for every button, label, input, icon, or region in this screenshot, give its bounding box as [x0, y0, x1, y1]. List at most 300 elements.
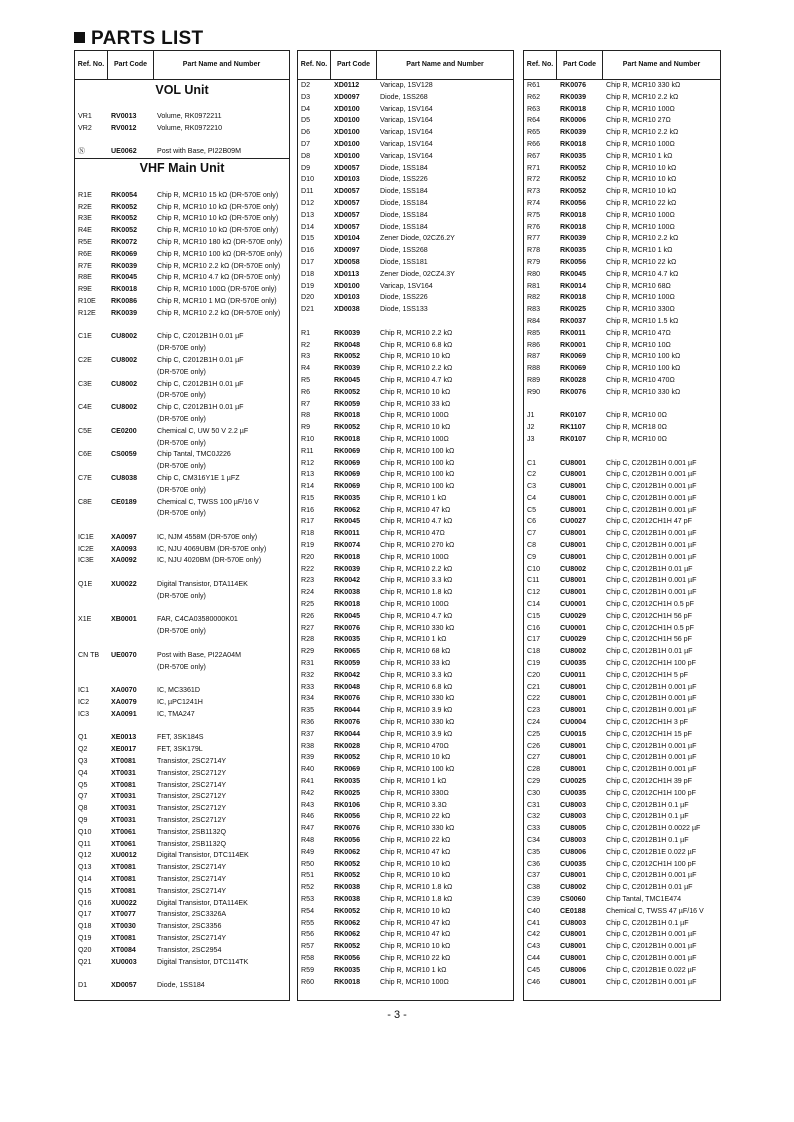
table-row [75, 768, 289, 780]
ref-number: C1E [78, 332, 92, 341]
part-name: (DR-570E only) [157, 662, 206, 671]
table-row [75, 390, 289, 402]
part-name: Chip C, C2012CH1H 3 pF [606, 718, 689, 727]
part-code: RK0018 [334, 600, 361, 609]
table-row [298, 587, 513, 599]
table-row [524, 139, 720, 151]
table-row [298, 304, 513, 316]
table-row [298, 658, 513, 670]
table-row [524, 340, 720, 352]
ref-number: Q7 [78, 792, 88, 801]
part-name: Diode, 1SS184 [380, 187, 428, 196]
part-name: Chip R, MCR10 2.2 kΩ (DR-570E only) [157, 308, 281, 317]
part-name: IC, NJU 4020BM (DR-570E only) [157, 556, 262, 565]
table-row [75, 933, 289, 945]
part-name: Chip R, MCR10 22 kΩ [380, 836, 451, 844]
ref-number: R10E [78, 296, 96, 305]
table-row [524, 705, 720, 717]
part-name: Varicap, 1SV164 [380, 116, 433, 125]
row-spacer [524, 446, 720, 458]
ref-number [75, 438, 108, 450]
ref-number: C8E [78, 497, 92, 506]
ref-number: R29 [301, 647, 315, 656]
table-row [75, 886, 289, 898]
part-code: RK0062 [334, 847, 361, 856]
row-spacer [75, 134, 289, 146]
table-row [524, 870, 720, 882]
section-title: VHF Main Unit [139, 161, 225, 176]
parts-table-column-3 [523, 50, 721, 1001]
table-row [298, 233, 513, 245]
part-code: UE0070 [111, 650, 137, 659]
part-code: XD0100 [334, 151, 360, 160]
part-code: RK0006 [560, 116, 587, 125]
ref-number: C45 [527, 965, 541, 974]
table-row [524, 540, 720, 552]
ref-number: C28 [527, 765, 541, 774]
ref-number: D8 [301, 151, 311, 160]
part-code: CU8001 [560, 482, 587, 491]
ref-number: D18 [301, 269, 315, 278]
table-row [524, 670, 720, 682]
part-name: Chip R, MCR10 100 kΩ [380, 470, 455, 479]
part-code: CU8001 [560, 541, 587, 550]
ref-number: R83 [527, 305, 541, 314]
ref-number: R35 [301, 706, 315, 715]
part-code: CU8001 [560, 753, 587, 762]
part-name: IC, NJM 4558M (DR-570E only) [157, 532, 258, 541]
table-row [298, 599, 513, 611]
ref-number: C32 [527, 812, 541, 821]
ref-number: R28 [301, 635, 315, 644]
part-code: RK0069 [334, 482, 361, 491]
ref-number: IC2 [78, 698, 90, 707]
part-code: CU0035 [560, 659, 587, 668]
part-name: Chip R, MCR10 1 kΩ [606, 151, 673, 160]
table-row [524, 634, 720, 646]
part-code: RK0039 [560, 92, 587, 101]
part-code: XT0031 [111, 804, 136, 813]
part-code: XU0022 [111, 580, 137, 589]
part-name: Chip R, MCR10 100 kΩ [606, 364, 681, 373]
table-row [524, 186, 720, 198]
table-row [75, 379, 289, 391]
header-part-name: Part Name and Number [406, 61, 484, 68]
part-code: RK0069 [560, 352, 587, 361]
ref-number: R32 [301, 670, 315, 679]
table-row [524, 741, 720, 753]
ref-number: R9 [301, 423, 311, 432]
part-name: Chip R, MCR10 47 kΩ [380, 918, 451, 927]
ref-number: C3E [78, 379, 92, 388]
part-name: Chip R, MCR10 10 kΩ [380, 753, 451, 762]
part-name: Diode, 1SS184 [380, 163, 428, 172]
table-row [298, 977, 513, 989]
part-code: RK0035 [334, 493, 361, 502]
table-row [524, 115, 720, 127]
part-name: Chip R, MCR10 33 kΩ [380, 399, 451, 408]
ref-number: R77 [527, 234, 541, 243]
part-name: Chip C, C2012CH1H 5 pF [606, 670, 689, 679]
table-row [75, 249, 289, 261]
ref-number: Q20 [78, 945, 92, 954]
table-row [524, 906, 720, 918]
part-name: Chip R, MCR10 33 kΩ [380, 659, 451, 668]
ref-number: C20 [527, 670, 541, 679]
table-row [524, 977, 720, 989]
part-code: RV0013 [111, 111, 137, 120]
table-row [298, 693, 513, 705]
part-name: Chip R, MCR10 330 kΩ [380, 824, 455, 833]
part-name: Chip C, C2012CH1H 47 pF [606, 517, 692, 526]
part-code: XU0022 [111, 898, 137, 907]
table-row [298, 292, 513, 304]
part-code: CU8002 [111, 332, 138, 341]
ref-number: R19 [301, 541, 315, 550]
part-code [108, 626, 154, 638]
table-row [75, 626, 289, 638]
ref-number: R6E [78, 249, 92, 258]
ref-number: C37 [527, 871, 541, 880]
table-row [524, 894, 720, 906]
part-name: Chip C, C2012B1H 0.001 µF [606, 541, 697, 550]
row-spacer [75, 320, 289, 332]
part-name: Chip C, C2012B1H 0.01 µF [606, 647, 693, 656]
table-row [298, 328, 513, 340]
part-name: Post with Base, PI22A04M [157, 650, 241, 659]
part-code: XD0057 [111, 981, 137, 990]
part-name: Chip C, C2012CH1H 0.5 pF [606, 623, 694, 632]
table-row [75, 402, 289, 414]
part-code: RK0059 [334, 399, 361, 408]
part-name: Chip R, MCR10 6.8 kΩ [380, 340, 453, 349]
table-row [298, 245, 513, 257]
table-row [524, 658, 720, 670]
table-row [75, 945, 289, 957]
part-code: XD0097 [334, 92, 360, 101]
ref-number: D17 [301, 257, 315, 266]
part-name: Chip R, MCR10 330 kΩ [380, 694, 455, 703]
table-row [298, 941, 513, 953]
row-spacer [524, 399, 720, 411]
ref-number: D2 [301, 81, 311, 89]
part-code: CU8005 [560, 824, 587, 833]
ref-number: R41 [301, 777, 315, 786]
part-code: RK0052 [111, 214, 138, 223]
table-row [524, 941, 720, 953]
part-name: FET, 3SK184S [157, 733, 204, 742]
part-name: Chip R, MCR10 3.9 kΩ [380, 729, 453, 738]
part-name: Chip R, MCR10 1 kΩ [380, 777, 447, 786]
part-code: RK0001 [560, 340, 587, 349]
ref-number: Q9 [78, 816, 88, 825]
table-row [524, 422, 720, 434]
part-name: Chip R, MCR10 2.2 kΩ [606, 234, 679, 243]
table-row [524, 811, 720, 823]
table-row [524, 210, 720, 222]
ref-number: C3 [527, 482, 537, 491]
table-row [75, 426, 289, 438]
ref-number: Q11 [78, 839, 91, 848]
ref-number: R67 [527, 151, 541, 160]
part-name: (DR-570E only) [157, 438, 206, 447]
ref-number: Q4 [78, 768, 88, 777]
ref-number: C7 [527, 529, 537, 538]
ref-number: C9 [527, 552, 537, 561]
ref-number: R3 [301, 352, 311, 361]
table-row [75, 744, 289, 756]
part-name: Chip C, C2012B1H 0.01 µF [606, 564, 693, 573]
table-row [524, 965, 720, 977]
part-name: Chip C, C2012B1H 0.001 µF [606, 741, 697, 750]
ref-number: R2E [78, 202, 92, 211]
part-code: RK0107 [560, 434, 587, 443]
ref-number: C44 [527, 953, 541, 962]
part-code: RK0048 [334, 682, 361, 691]
ref-number: R81 [527, 281, 541, 290]
part-code: CU8001 [560, 871, 587, 880]
part-code: RK0107 [560, 411, 587, 420]
part-code: CU8002 [111, 403, 138, 412]
part-name: Zener Diode, 02CZ6.2Y [380, 234, 455, 243]
part-code: RK0069 [334, 470, 361, 479]
ref-number: C7E [78, 473, 92, 482]
part-name: Chip R, MCR10 100Ω (DR-570E only) [157, 285, 277, 294]
part-name: Chip R, MCR10 22 kΩ [606, 257, 677, 266]
part-name: Chip R, MCR10 10 kΩ [606, 187, 677, 196]
table-row [298, 634, 513, 646]
ref-number: D21 [301, 305, 315, 314]
part-name: Chip C, CM316Y1E 1 µFZ [157, 473, 240, 482]
ref-number: R63 [527, 104, 541, 113]
table-row [298, 493, 513, 505]
ref-number: Ⓝ [78, 147, 86, 156]
ref-number: R71 [527, 163, 541, 172]
table-row [524, 682, 720, 694]
table-row [298, 198, 513, 210]
table-row [524, 800, 720, 812]
part-name: Chip R, MCR10 1.5 kΩ [606, 316, 679, 325]
table-row [524, 387, 720, 399]
part-code: CU0001 [560, 623, 587, 632]
part-code: CU0015 [560, 729, 587, 738]
ref-number: R64 [527, 116, 541, 125]
part-code: RK0069 [334, 458, 361, 467]
table-row [524, 552, 720, 564]
part-name: (DR-570E only) [157, 627, 206, 636]
table-row [524, 564, 720, 576]
part-code: CU8001 [560, 505, 587, 514]
ref-number: C21 [527, 682, 541, 691]
part-code: XD0100 [334, 116, 360, 125]
ref-number: R79 [527, 257, 541, 266]
part-code: RK0052 [560, 163, 587, 172]
table-row [524, 151, 720, 163]
table-row [524, 281, 720, 293]
ref-number: R74 [527, 198, 541, 207]
table-row [524, 729, 720, 741]
table-row [524, 434, 720, 446]
table-row [75, 473, 289, 485]
ref-number: Q3 [78, 757, 88, 766]
part-code: XA0070 [111, 686, 137, 695]
table-row [75, 497, 289, 509]
part-name: Chip C, C2012B1H 0.001 µF [606, 694, 697, 703]
row-spacer [75, 968, 289, 980]
part-code: CU8001 [560, 765, 587, 774]
ref-number: R61 [527, 81, 541, 89]
part-name: Chip R, MCR10 10 kΩ [606, 163, 677, 172]
part-code: XT0081 [111, 933, 136, 942]
ref-number: R4 [301, 364, 311, 373]
table-row [298, 929, 513, 941]
part-name: Chip C, C2012CH1H 100 pF [606, 659, 696, 668]
part-name: Chip R, MCR10 100Ω [606, 293, 675, 302]
part-code: CU8001 [560, 682, 587, 691]
part-code: RK0056 [334, 836, 361, 844]
part-code: RK0025 [334, 788, 361, 797]
table-row [75, 331, 289, 343]
table-row [75, 190, 289, 202]
part-code: XD0100 [334, 281, 360, 290]
part-name: Chip R, MCR10 470Ω [606, 375, 675, 384]
part-code: XD0057 [334, 187, 360, 196]
table-row [298, 375, 513, 387]
part-name: Chip R, MCR10 22 kΩ [380, 812, 451, 821]
table-row [75, 261, 289, 273]
table-row [298, 469, 513, 481]
part-code: RK0106 [334, 800, 361, 809]
part-name: Transistor, 2SC3356 [157, 922, 222, 931]
part-code: RK0045 [334, 375, 361, 384]
ref-number: R82 [527, 293, 541, 302]
table-row [75, 414, 289, 426]
part-code: XT0084 [111, 945, 136, 954]
ref-number: D15 [301, 234, 315, 243]
part-name: Chip R, MCR10 10 kΩ [380, 942, 451, 951]
table-row [524, 245, 720, 257]
table-row [75, 367, 289, 379]
row-spacer [298, 316, 513, 328]
part-name: Chip R, MCR10 3.3Ω [380, 800, 447, 809]
part-name: Chip C, C2012B1H 0.0022 µF [606, 824, 701, 833]
table-row [524, 328, 720, 340]
part-code: CU8001 [560, 588, 587, 597]
table-row [298, 92, 513, 104]
ref-number: C42 [527, 930, 541, 939]
ref-number: Q17 [78, 910, 92, 919]
part-code: RK0014 [560, 281, 587, 290]
ref-number: C27 [527, 753, 541, 762]
part-code: RK0076 [334, 694, 361, 703]
part-code: CU0029 [560, 611, 587, 620]
part-name: (DR-570E only) [157, 462, 206, 471]
ref-number: R38 [301, 741, 315, 750]
part-name: Chip R, MCR10 2.2 kΩ [606, 92, 679, 101]
part-name: Chip R, MCR10 68 kΩ [380, 647, 451, 656]
table-row [524, 481, 720, 493]
ref-number: R56 [301, 930, 315, 939]
part-name: Chip R, MCR10 1.8 kΩ [380, 883, 453, 892]
table-row [298, 210, 513, 222]
table-row [524, 823, 720, 835]
ref-number: D3 [301, 92, 311, 101]
table-row [524, 316, 720, 328]
ref-number: R4E [78, 226, 92, 235]
ref-number: R2 [301, 340, 311, 349]
table-row [524, 693, 720, 705]
part-code: RK0042 [334, 670, 361, 679]
table-row [298, 363, 513, 375]
ref-number [75, 485, 108, 497]
part-name: Varicap, 1SV164 [380, 281, 433, 290]
ref-number: R58 [301, 953, 315, 962]
header-part-code: Part Code [557, 51, 603, 79]
part-name: Chip R, MCR10 330 kΩ [380, 718, 455, 727]
part-name: Chip C, C2012B1H 0.001 µF [606, 505, 697, 514]
ref-number: C46 [527, 977, 541, 986]
part-name: Chip R, MCR10 3.3 kΩ [380, 670, 453, 679]
table-row [524, 835, 720, 847]
table-row [524, 163, 720, 175]
ref-number: R73 [527, 187, 541, 196]
table-row [298, 222, 513, 234]
part-name: Chip R, MCR10 1.8 kΩ [380, 588, 453, 597]
table-row [298, 752, 513, 764]
table-row [298, 918, 513, 930]
part-code [108, 461, 154, 473]
part-code: XD0097 [334, 246, 360, 255]
table-row [75, 791, 289, 803]
part-code: RK0059 [334, 659, 361, 668]
table-row [75, 508, 289, 520]
part-name: Chemical C, UW 50 V 2.2 µF [157, 426, 249, 435]
ref-number: R65 [527, 128, 541, 137]
part-code: RK0018 [334, 434, 361, 443]
part-name: Chip C, C2012B1H 0.001 µF [606, 588, 697, 597]
ref-number: R22 [301, 564, 315, 573]
part-code: CU8001 [560, 694, 587, 703]
table-row [524, 233, 720, 245]
ref-number: C1 [527, 458, 537, 467]
table-row [524, 646, 720, 658]
table-row [298, 776, 513, 788]
part-name: Chip R, MCR10 10 kΩ (DR-570E only) [157, 226, 279, 235]
part-code: CU8001 [560, 706, 587, 715]
table-row [298, 516, 513, 528]
part-name: Chip R, MCR10 10Ω [606, 340, 671, 349]
ref-number: R12E [78, 308, 96, 317]
table-row [298, 859, 513, 871]
part-code: RK0076 [334, 718, 361, 727]
part-code: CU8002 [560, 883, 587, 892]
part-code: UE0062 [111, 147, 137, 156]
ref-number: Q15 [78, 886, 92, 895]
part-code: RK0052 [111, 202, 138, 211]
page-title [74, 28, 203, 50]
part-name: Chip C, C2012B1H 0.001 µF [606, 942, 697, 951]
part-name: Chip R, MCR10 100 kΩ [380, 458, 455, 467]
header-part-code: Part Code [108, 51, 154, 79]
part-name: (DR-570E only) [157, 591, 206, 600]
ref-number: R59 [301, 965, 315, 974]
ref-number: Q10 [78, 827, 92, 836]
table-row [75, 591, 289, 603]
part-name: Transistor, 2SC2714Y [157, 863, 227, 872]
part-code: RK0035 [560, 246, 587, 255]
table-row [524, 611, 720, 623]
ref-number: D20 [301, 293, 315, 302]
